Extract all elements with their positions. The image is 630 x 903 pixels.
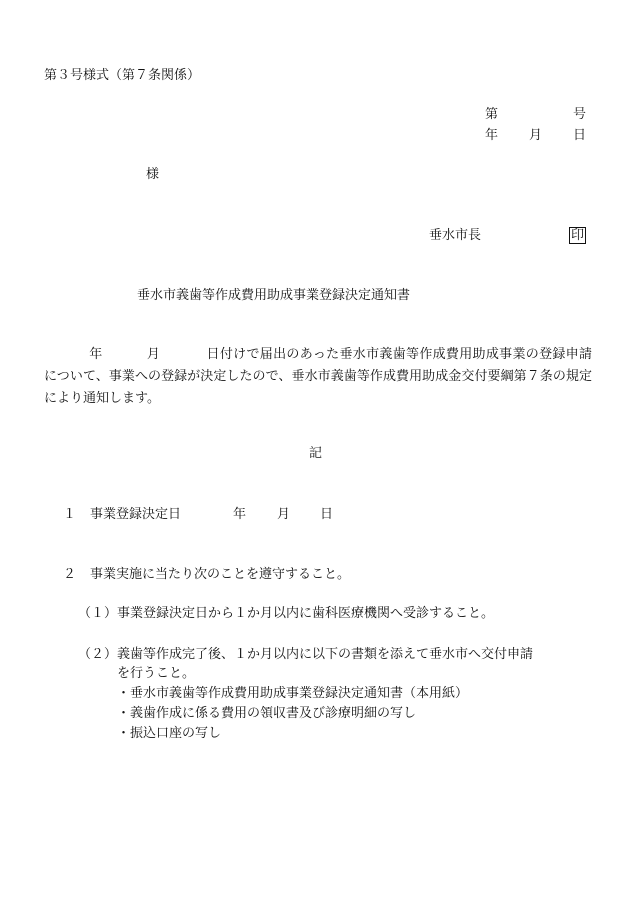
item1-label: 事業登録決定日 — [90, 507, 182, 522]
item1-year: 年 — [233, 507, 247, 522]
form-label: 第３号様式（第７条関係） — [44, 68, 201, 83]
item2-label: 事業実施に当たり次のことを遵守すること。 — [90, 567, 351, 582]
sub2-text-line2: を行うこと。 — [117, 666, 196, 681]
list-item: ・義歯作成に係る費用の領収書及び診療明細の写し — [117, 706, 417, 721]
date-day: 日 — [573, 128, 587, 143]
issuer-title: 垂水市長 — [429, 228, 482, 243]
list-item: ・垂水市義歯等作成費用助成事業登録決定通知書（本用紙） — [117, 686, 469, 701]
body-text: 日付けで届出のあった垂水市義歯等作成費用助成事業の登録申請について、事業への登録が決定したので、垂水市義歯等作成費用助成金交付要綱第７条の規定により通知します。 — [44, 347, 592, 406]
ki-heading: 記 — [309, 446, 323, 461]
seal-mark: 印 — [571, 228, 585, 243]
date-month: 月 — [529, 128, 543, 143]
document-number-prefix: 第 — [485, 107, 499, 122]
body-year: 年 — [89, 347, 103, 362]
sub1-text: 事業登録決定日から１か月以内に歯科医療機関へ受診すること。 — [117, 606, 495, 621]
document-title: 垂水市義歯等作成費用助成事業登録決定通知書 — [137, 288, 411, 303]
date-year: 年 — [485, 128, 499, 143]
sub2-text-line1: 義歯等作成完了後、１か月以内に以下の書類を添えて垂水市へ交付申請 — [117, 647, 534, 662]
document-number-suffix: 号 — [573, 107, 587, 122]
seal-stamp — [569, 227, 586, 244]
item2-number: ２ — [63, 567, 77, 582]
sub1-number: （１） — [78, 606, 118, 621]
list-item: ・振込口座の写し — [117, 726, 222, 741]
item1-number: １ — [63, 507, 77, 522]
item1-month: 月 — [277, 507, 291, 522]
item1-day: 日 — [320, 507, 334, 522]
sub2-number: （２） — [78, 647, 118, 662]
body-paragraph — [44, 344, 592, 410]
recipient-suffix: 様 — [146, 167, 160, 182]
body-month: 月 — [146, 347, 161, 362]
